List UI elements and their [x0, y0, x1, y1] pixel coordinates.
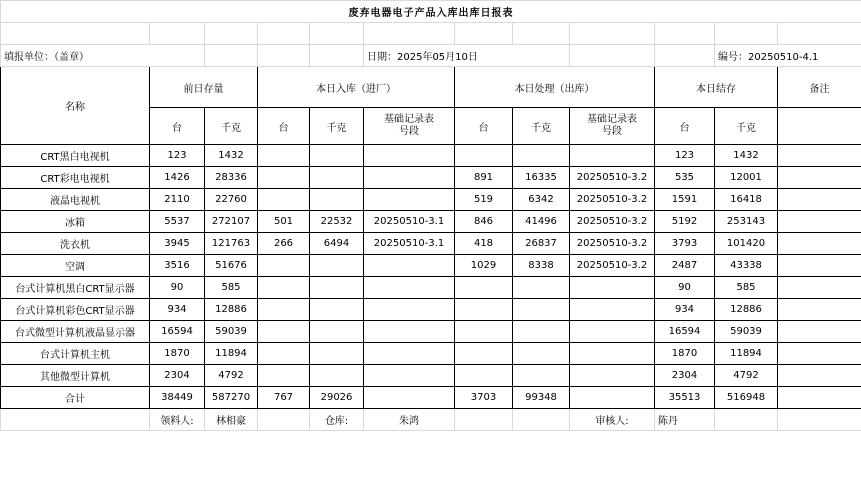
- warehouse-label: 仓库:: [310, 409, 364, 431]
- header-bal-tai: 台: [655, 108, 715, 145]
- remark-cell: [778, 299, 861, 321]
- filing-unit-label: 填报单位：（盖章）: [1, 45, 205, 67]
- prev-tai-cell: 3516: [150, 255, 205, 277]
- prev-tai-cell: 90: [150, 277, 205, 299]
- out-record-cell: 20250510-3.2: [570, 233, 655, 255]
- out-tai-cell: [455, 321, 513, 343]
- header-inbound: 本日入库（进厂）: [258, 67, 455, 108]
- bal-kg-cell: 59039: [715, 321, 778, 343]
- prev-tai-cell: 1870: [150, 343, 205, 365]
- remark-cell: [778, 255, 861, 277]
- table-row: [1, 145, 861, 167]
- out-record-cell: [570, 365, 655, 387]
- in-record-cell: [364, 145, 455, 167]
- receiver-name: 林相豪: [205, 409, 258, 431]
- bal-kg-cell: 4792: [715, 365, 778, 387]
- row-name-cell: 冰箱: [1, 211, 150, 233]
- row-name-cell: 液晶电视机: [1, 189, 150, 211]
- bal-tai-cell: 123: [655, 145, 715, 167]
- header-in-record-line1: 基础记录表: [384, 114, 434, 125]
- in-tai-cell: [258, 321, 310, 343]
- out-kg-cell: [513, 277, 570, 299]
- in-record-cell: 20250510-3.1: [364, 211, 455, 233]
- in-tai-cell: 266: [258, 233, 310, 255]
- bal-tai-cell: 2487: [655, 255, 715, 277]
- out-tai-cell: [455, 145, 513, 167]
- bal-kg-cell: 43338: [715, 255, 778, 277]
- total-row: [1, 387, 861, 409]
- row-name-cell: CRT黑白电视机: [1, 145, 150, 167]
- header-prev-tai: 台: [150, 108, 205, 145]
- prev-kg-cell: 59039: [205, 321, 258, 343]
- in-record-cell: [364, 299, 455, 321]
- bal-kg-cell: 16418: [715, 189, 778, 211]
- out-record-cell: [570, 387, 655, 409]
- out-tai-cell: 418: [455, 233, 513, 255]
- row-name-cell: 洗衣机: [1, 233, 150, 255]
- header-in-kg: 千克: [310, 108, 364, 145]
- table-row: [1, 233, 861, 255]
- bal-tai-cell: 1591: [655, 189, 715, 211]
- out-record-cell: [570, 343, 655, 365]
- prev-kg-cell: 1432: [205, 145, 258, 167]
- prev-tai-cell: 38449: [150, 387, 205, 409]
- header-prev-kg: 千克: [205, 108, 258, 145]
- out-record-cell: 20250510-3.2: [570, 211, 655, 233]
- reviewer-name: 陈丹: [655, 409, 715, 431]
- header-in-record: [364, 108, 455, 145]
- in-record-cell: [364, 321, 455, 343]
- out-tai-cell: 1029: [455, 255, 513, 277]
- out-tai-cell: [455, 277, 513, 299]
- bal-kg-cell: 1432: [715, 145, 778, 167]
- header-out-record: [570, 108, 655, 145]
- table-row: [1, 321, 861, 343]
- header-prev-stock: 前日存量: [150, 67, 258, 108]
- in-tai-cell: [258, 145, 310, 167]
- bal-tai-cell: 90: [655, 277, 715, 299]
- in-kg-cell: 6494: [310, 233, 364, 255]
- bal-kg-cell: 253143: [715, 211, 778, 233]
- in-tai-cell: [258, 365, 310, 387]
- remark-cell: [778, 189, 861, 211]
- table-row: [1, 277, 861, 299]
- in-tai-cell: 767: [258, 387, 310, 409]
- in-kg-cell: [310, 365, 364, 387]
- prev-tai-cell: 1426: [150, 167, 205, 189]
- out-tai-cell: [455, 365, 513, 387]
- out-record-cell: 20250510-3.2: [570, 189, 655, 211]
- row-name-cell: 其他微型计算机: [1, 365, 150, 387]
- remark-cell: [778, 343, 861, 365]
- bal-tai-cell: 3793: [655, 233, 715, 255]
- report-date: 日期：2025年05月10日: [364, 45, 570, 67]
- in-tai-cell: [258, 277, 310, 299]
- reviewer-label: 审核人:: [570, 409, 655, 431]
- remark-cell: [778, 387, 861, 409]
- header-remark-empty: [778, 108, 861, 145]
- out-record-cell: 20250510-3.2: [570, 255, 655, 277]
- prev-tai-cell: 934: [150, 299, 205, 321]
- prev-kg-cell: 51676: [205, 255, 258, 277]
- in-kg-cell: [310, 299, 364, 321]
- out-kg-cell: 99348: [513, 387, 570, 409]
- in-kg-cell: [310, 343, 364, 365]
- in-tai-cell: [258, 299, 310, 321]
- prev-kg-cell: 585: [205, 277, 258, 299]
- out-record-cell: [570, 145, 655, 167]
- out-kg-cell: [513, 343, 570, 365]
- header-in-tai: 台: [258, 108, 310, 145]
- warehouse-name: 朱鸿: [364, 409, 455, 431]
- row-name-cell: 台式计算机彩色CRT显示器: [1, 299, 150, 321]
- prev-kg-cell: 587270: [205, 387, 258, 409]
- in-kg-cell: [310, 277, 364, 299]
- header-processed: 本日处理（出库）: [455, 67, 655, 108]
- row-name-cell: 台式计算机黑白CRT显示器: [1, 277, 150, 299]
- out-kg-cell: [513, 365, 570, 387]
- report-code: 编号：20250510-4.1: [715, 45, 861, 67]
- remark-cell: [778, 167, 861, 189]
- prev-kg-cell: 272107: [205, 211, 258, 233]
- header-out-kg: 千克: [513, 108, 570, 145]
- in-tai-cell: [258, 189, 310, 211]
- out-tai-cell: 519: [455, 189, 513, 211]
- in-record-cell: [364, 277, 455, 299]
- table-row: [1, 255, 861, 277]
- row-name-cell: CRT彩电电视机: [1, 167, 150, 189]
- bal-kg-cell: 516948: [715, 387, 778, 409]
- header-out-record-line2: 号段: [602, 126, 622, 137]
- in-kg-cell: [310, 145, 364, 167]
- header-out-record-line1: 基础记录表: [587, 114, 637, 125]
- table-row: [1, 211, 861, 233]
- in-record-cell: 20250510-3.1: [364, 233, 455, 255]
- out-record-cell: [570, 321, 655, 343]
- bal-tai-cell: 535: [655, 167, 715, 189]
- prev-tai-cell: 2304: [150, 365, 205, 387]
- in-tai-cell: 501: [258, 211, 310, 233]
- header-out-tai: 台: [455, 108, 513, 145]
- bal-tai-cell: 1870: [655, 343, 715, 365]
- prev-tai-cell: 2110: [150, 189, 205, 211]
- in-record-cell: [364, 365, 455, 387]
- out-kg-cell: 6342: [513, 189, 570, 211]
- table-row: [1, 365, 861, 387]
- in-tai-cell: [258, 167, 310, 189]
- remark-cell: [778, 145, 861, 167]
- out-tai-cell: [455, 343, 513, 365]
- bal-tai-cell: 35513: [655, 387, 715, 409]
- in-record-cell: [364, 343, 455, 365]
- in-kg-cell: [310, 255, 364, 277]
- in-record-cell: [364, 387, 455, 409]
- prev-kg-cell: 121763: [205, 233, 258, 255]
- prev-kg-cell: 12886: [205, 299, 258, 321]
- prev-tai-cell: 5537: [150, 211, 205, 233]
- header-remark: 备注: [778, 67, 861, 108]
- in-tai-cell: [258, 255, 310, 277]
- bal-kg-cell: 585: [715, 277, 778, 299]
- in-record-cell: [364, 255, 455, 277]
- out-kg-cell: [513, 321, 570, 343]
- bal-tai-cell: 2304: [655, 365, 715, 387]
- in-kg-cell: [310, 321, 364, 343]
- receiver-label: 领料人:: [150, 409, 205, 431]
- in-record-cell: [364, 189, 455, 211]
- header-balance: 本日结存: [655, 67, 778, 108]
- bal-tai-cell: 16594: [655, 321, 715, 343]
- out-kg-cell: 8338: [513, 255, 570, 277]
- out-kg-cell: [513, 299, 570, 321]
- prev-kg-cell: 11894: [205, 343, 258, 365]
- in-kg-cell: 29026: [310, 387, 364, 409]
- out-kg-cell: 16335: [513, 167, 570, 189]
- out-tai-cell: [455, 299, 513, 321]
- bal-tai-cell: 934: [655, 299, 715, 321]
- table-row: [1, 299, 861, 321]
- out-record-cell: 20250510-3.2: [570, 167, 655, 189]
- out-tai-cell: 891: [455, 167, 513, 189]
- report-title: 废弃电器电子产品入库出库日报表: [1, 1, 861, 23]
- remark-cell: [778, 211, 861, 233]
- in-kg-cell: [310, 189, 364, 211]
- row-name-cell: 台式计算机主机: [1, 343, 150, 365]
- bal-kg-cell: 11894: [715, 343, 778, 365]
- prev-kg-cell: 28336: [205, 167, 258, 189]
- in-record-cell: [364, 167, 455, 189]
- row-name-cell: 空调: [1, 255, 150, 277]
- header-in-record-line2: 号段: [399, 126, 419, 137]
- bal-kg-cell: 12886: [715, 299, 778, 321]
- remark-cell: [778, 233, 861, 255]
- remark-cell: [778, 277, 861, 299]
- out-record-cell: [570, 277, 655, 299]
- bal-kg-cell: 12001: [715, 167, 778, 189]
- out-kg-cell: [513, 145, 570, 167]
- row-name-cell: 台式微型计算机液晶显示器: [1, 321, 150, 343]
- row-name-cell: 合计: [1, 387, 150, 409]
- out-record-cell: [570, 299, 655, 321]
- remark-cell: [778, 321, 861, 343]
- table-row: [1, 189, 861, 211]
- header-name: 名称: [1, 67, 150, 145]
- table-row: [1, 343, 861, 365]
- prev-kg-cell: 22760: [205, 189, 258, 211]
- out-tai-cell: 846: [455, 211, 513, 233]
- out-kg-cell: 41496: [513, 211, 570, 233]
- prev-kg-cell: 4792: [205, 365, 258, 387]
- table-row: [1, 167, 861, 189]
- in-tai-cell: [258, 343, 310, 365]
- remark-cell: [778, 365, 861, 387]
- prev-tai-cell: 16594: [150, 321, 205, 343]
- out-tai-cell: 3703: [455, 387, 513, 409]
- in-kg-cell: [310, 167, 364, 189]
- prev-tai-cell: 3945: [150, 233, 205, 255]
- in-kg-cell: 22532: [310, 211, 364, 233]
- header-bal-kg: 千克: [715, 108, 778, 145]
- bal-tai-cell: 5192: [655, 211, 715, 233]
- prev-tai-cell: 123: [150, 145, 205, 167]
- out-kg-cell: 26837: [513, 233, 570, 255]
- bal-kg-cell: 101420: [715, 233, 778, 255]
